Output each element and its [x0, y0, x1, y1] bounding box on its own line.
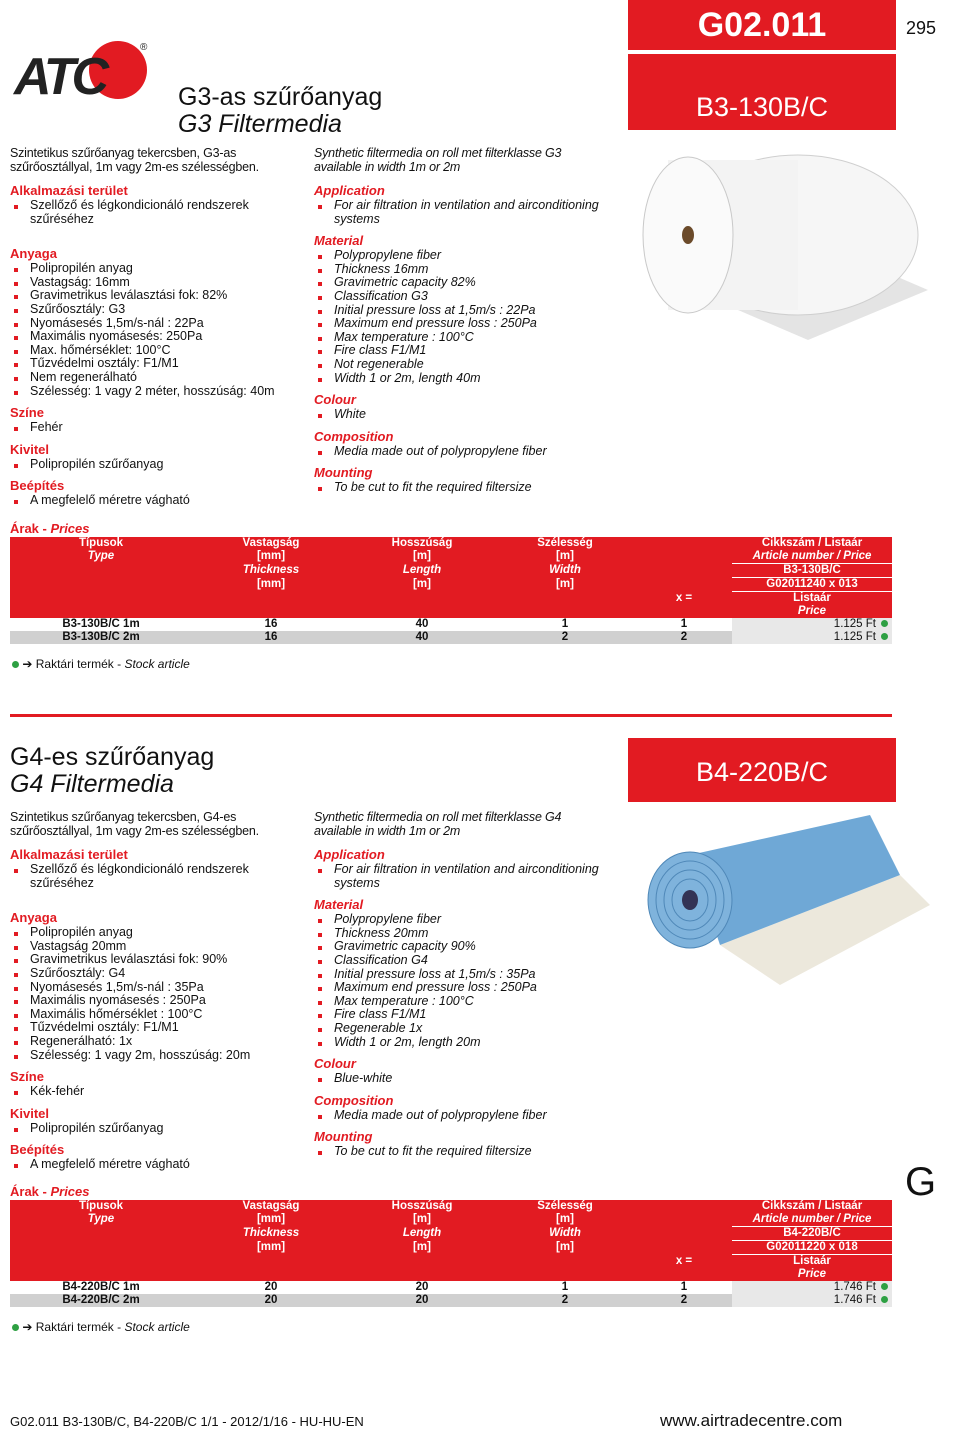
th-type-hu: Típusok	[10, 537, 192, 550]
cell-price	[732, 631, 892, 644]
th-art-hu: Cikkszám / Listaár	[636, 537, 892, 550]
list-kiv-en-2	[314, 1109, 614, 1123]
th-len-en: Length	[350, 1227, 494, 1241]
product-title-1	[178, 84, 382, 138]
model-code-2: B4-220B/C	[695, 757, 829, 787]
stock-en-2: Stock article	[124, 1320, 190, 1334]
list-item: For air filtration in ventilation and airconditioning systems	[314, 863, 614, 890]
th-price-en: Price	[732, 605, 892, 618]
arrow-right-icon: ➔	[22, 1320, 33, 1334]
list-kiv-hu-1	[10, 458, 310, 472]
th-price-en: Price	[732, 1268, 892, 1281]
list-item: Nem regenerálható	[10, 371, 310, 385]
list-kiv-hu-2	[10, 1122, 310, 1136]
list-item: Maximum end pressure loss : 250Pa	[314, 981, 614, 995]
list-app-en-1	[314, 199, 614, 226]
cell-len: 20	[350, 1294, 494, 1307]
stock-hu-2: Raktári termék -	[35, 1320, 125, 1334]
footer-website-link[interactable]: www.airtradecentre.com	[660, 1411, 843, 1430]
list-mount-hu-1	[10, 494, 310, 508]
th-len-unit: [m]	[350, 1213, 494, 1227]
cell-price	[732, 1281, 892, 1294]
cell-wid: 2	[494, 1294, 636, 1307]
list-item: Fire class F1/M1	[314, 344, 614, 358]
th-art-model: B4-220B/C	[732, 1227, 892, 1241]
th-wid-hu: Szélesség	[494, 537, 636, 550]
list-item: Polypropylene fiber	[314, 913, 614, 927]
page-number: 295	[906, 18, 937, 38]
th-len-unit2: [m]	[350, 578, 494, 592]
section-app-en-1: Application	[314, 183, 385, 198]
right-column-1	[314, 183, 614, 495]
model-code-1: B3-130B/C	[695, 92, 829, 122]
th-thick-en: Thickness	[192, 564, 350, 578]
th-wid-en: Width	[494, 1227, 636, 1241]
list-item: White	[314, 408, 614, 422]
list-item: Width 1 or 2m, length 40m	[314, 372, 614, 386]
cell-x: 2	[636, 1294, 732, 1307]
stock-en-1: Stock article	[124, 657, 190, 671]
list-item: Maximum end pressure loss : 250Pa	[314, 317, 614, 331]
list-item: Polipropilén szűrőanyag	[10, 1122, 310, 1136]
cell-wid: 1	[494, 618, 636, 631]
list-col-hu-2	[10, 1085, 310, 1099]
th-art-model: B3-130B/C	[732, 564, 892, 578]
list-item: Maximális nyomásesés : 250Pa	[10, 994, 310, 1008]
list-app-en-2	[314, 863, 614, 890]
stock-dot-icon	[881, 1283, 888, 1290]
list-kiv-en-1	[314, 445, 614, 459]
cell-thick: 20	[192, 1281, 350, 1294]
list-item: Vastagság 20mm	[10, 940, 310, 954]
list-item: Media made out of polypropylene fiber	[314, 445, 614, 459]
prices-label-en-1: Prices	[50, 521, 90, 536]
th-art-code: G02011240 x 013	[732, 578, 892, 592]
th-art-en: Article number / Price	[636, 1213, 892, 1227]
cell-len: 40	[350, 618, 494, 631]
section-kiv-hu-1: Kivitel	[10, 441, 50, 457]
section-kiv-en-2: Composition	[314, 1092, 394, 1108]
section-col-en-1: Colour	[314, 392, 356, 408]
list-item: Szűrőosztály: G4	[10, 967, 310, 981]
table-row	[10, 631, 892, 644]
list-item: Nyomásesés 1,5m/s-nál : 35Pa	[10, 981, 310, 995]
list-item: Max. hőmérséklet: 100°C	[10, 344, 310, 358]
list-item: Thickness 20mm	[314, 927, 614, 941]
list-mat-en-2	[314, 913, 614, 1049]
stock-dot-icon	[881, 620, 888, 627]
list-item: Kék-fehér	[10, 1085, 310, 1099]
list-app-hu-1	[10, 199, 310, 226]
list-item: A megfelelő méretre vágható	[10, 494, 310, 508]
th-art-en: Article number / Price	[636, 550, 892, 564]
footer-left: G02.011 B3-130B/C, B4-220B/C 1/1 - 2012/1/16 - HU-HU-EN	[10, 1414, 364, 1429]
list-item: Polipropilén anyag	[10, 926, 310, 940]
th-wid-en: Width	[494, 564, 636, 578]
stock-dot-icon	[12, 661, 19, 668]
list-item: Media made out of polypropylene fiber	[314, 1109, 614, 1123]
th-wid-unit2: [m]	[494, 578, 636, 592]
list-item: Fehér	[10, 421, 310, 435]
cell-thick: 20	[192, 1294, 350, 1307]
list-mat-hu-1	[10, 262, 310, 398]
list-item: Fire class F1/M1	[314, 1008, 614, 1022]
cell-type: B4-220B/C 1m	[10, 1281, 192, 1294]
arrow-right-icon: ➔	[22, 657, 33, 671]
list-item: Blue-white	[314, 1072, 614, 1086]
section-mat-hu-2: Anyaga	[10, 910, 57, 926]
section-app-hu-1: Alkalmazási terület	[10, 183, 128, 198]
th-len-en: Length	[350, 564, 494, 578]
right-column-2	[314, 847, 614, 1159]
cell-len: 20	[350, 1281, 494, 1294]
cell-wid: 2	[494, 631, 636, 644]
price-value: 1.125 Ft	[833, 631, 876, 643]
cell-x: 1	[636, 1281, 732, 1294]
section-col-hu-1: Színe	[10, 405, 44, 421]
list-item: Polipropilén szűrőanyag	[10, 458, 310, 472]
list-item: Vastagság: 16mm	[10, 276, 310, 290]
cell-thick: 16	[192, 631, 350, 644]
list-item: Initial pressure loss at 1,5m/s : 35Pa	[314, 968, 614, 982]
cell-x: 1	[636, 618, 732, 631]
th-len-unit2: [m]	[350, 1241, 494, 1255]
cell-thick: 16	[192, 618, 350, 631]
list-item: Gravimetric capacity 90%	[314, 940, 614, 954]
section-mount-hu-2: Beépítés	[10, 1142, 65, 1158]
th-wid-hu: Szélesség	[494, 1200, 636, 1213]
logo	[10, 36, 150, 106]
list-item: Thickness 16mm	[314, 263, 614, 277]
title-hu-2: G4-es szűrőanyag	[10, 743, 215, 771]
list-col-en-1	[314, 408, 614, 422]
section-mat-en-1: Material	[314, 233, 364, 249]
list-app-hu-2	[10, 863, 310, 890]
list-item: Regenerable 1x	[314, 1022, 614, 1036]
list-col-hu-1	[10, 421, 310, 435]
prices-label-hu-1: Árak -	[10, 521, 51, 536]
product-image-2	[630, 815, 930, 1005]
th-thick-hu: Vastagság	[192, 537, 350, 550]
prices-label-hu-2: Árak -	[10, 1184, 51, 1199]
table-row	[10, 1294, 892, 1307]
list-mat-en-1	[314, 249, 614, 385]
section-mat-en-2: Material	[314, 897, 364, 913]
section-col-hu-2: Színe	[10, 1069, 44, 1085]
title-en-2: G4 Filtermedia	[10, 770, 174, 798]
intro-en-1: Synthetic filtermedia on roll met filterklasse G3 available in width 1m or 2m	[314, 146, 562, 174]
th-thick-en: Thickness	[192, 1227, 350, 1241]
th-art-hu: Cikkszám / Listaár	[636, 1200, 892, 1213]
product-title-2	[10, 744, 214, 798]
th-wid-unit: [m]	[494, 550, 636, 564]
list-item: Maximális nyomásesés: 250Pa	[10, 330, 310, 344]
section-mount-en-2: Mounting	[314, 1129, 373, 1145]
list-item: Maximális hőmérséklet : 100°C	[10, 1008, 310, 1022]
list-mat-hu-2	[10, 926, 310, 1062]
intro-hu-2: Szintetikus szűrőanyag tekercsben, G4-es szűrőosztállyal, 1m vagy 2m-es szélességben.	[10, 810, 259, 838]
th-x-eq: x =	[636, 592, 732, 606]
title-en-1: G3 Filtermedia	[178, 110, 342, 138]
list-item: To be cut to fit the required filtersize	[314, 481, 614, 495]
cell-wid: 1	[494, 1281, 636, 1294]
cell-price	[732, 1294, 892, 1307]
stock-dot-icon	[881, 1296, 888, 1303]
list-item: For air filtration in ventilation and airconditioning systems	[314, 199, 614, 226]
th-thick-hu: Vastagság	[192, 1200, 350, 1213]
th-price-hu: Listaár	[732, 1255, 892, 1269]
th-len-unit: [m]	[350, 550, 494, 564]
price-table-1	[10, 537, 892, 644]
prices-label-en-2: Prices	[50, 1184, 90, 1199]
th-wid-unit: [m]	[494, 1213, 636, 1227]
list-item: Gravimetrikus leválasztási fok: 82%	[10, 289, 310, 303]
th-type-en: Type	[10, 550, 192, 564]
left-column-2	[10, 847, 310, 1172]
th-len-hu: Hosszúság	[350, 537, 494, 550]
svg-text:®: ®	[140, 42, 148, 53]
table-row	[10, 1281, 892, 1294]
list-item: Gravimetric capacity 82%	[314, 276, 614, 290]
list-item: Classification G4	[314, 954, 614, 968]
prices-label-1	[10, 521, 90, 536]
section-kiv-hu-2: Kivitel	[10, 1105, 50, 1121]
white-filter-roll-icon	[628, 140, 928, 340]
list-item: To be cut to fit the required filtersize	[314, 1145, 614, 1159]
stock-legend-1	[12, 657, 190, 671]
section-app-en-2: Application	[314, 847, 385, 862]
list-item: Tűzvédelmi osztály: F1/M1	[10, 357, 310, 371]
th-thick-unit2: [mm]	[192, 1241, 350, 1255]
th-x-eq: x =	[636, 1255, 732, 1269]
cell-type: B4-220B/C 2m	[10, 1294, 192, 1307]
list-mount-en-2	[314, 1145, 614, 1159]
list-item: Max temperature : 100°C	[314, 995, 614, 1009]
th-len-hu: Hosszúság	[350, 1200, 494, 1213]
table-row	[10, 618, 892, 631]
list-col-en-2	[314, 1072, 614, 1086]
model-box-1	[628, 54, 896, 130]
price-value: 1.125 Ft	[833, 618, 876, 630]
list-item: A megfelelő méretre vágható	[10, 1158, 310, 1172]
list-item: Initial pressure loss at 1,5m/s : 22Pa	[314, 304, 614, 318]
stock-legend-2	[12, 1320, 190, 1334]
price-value: 1.746 Ft	[833, 1281, 876, 1293]
cell-type: B3-130B/C 2m	[10, 631, 192, 644]
left-column-1	[10, 183, 310, 508]
price-value: 1.746 Ft	[833, 1294, 876, 1306]
list-item: Polipropilén anyag	[10, 262, 310, 276]
atc-logo-icon	[10, 36, 150, 106]
th-thick-unit2: [mm]	[192, 578, 350, 592]
th-price-hu: Listaár	[732, 592, 892, 606]
stock-hu-1: Raktári termék -	[35, 657, 125, 671]
product-image-1	[628, 140, 928, 340]
model-box-2	[628, 738, 896, 802]
th-type-hu: Típusok	[10, 1200, 192, 1213]
list-item: Szűrőosztály: G3	[10, 303, 310, 317]
cell-x: 2	[636, 631, 732, 644]
section-mount-en-1: Mounting	[314, 465, 373, 481]
list-item: Szellőző és légkondicionáló rendszerek szűréséhez	[10, 199, 310, 226]
list-item: Classification G3	[314, 290, 614, 304]
list-item: Tűzvédelmi osztály: F1/M1	[10, 1021, 310, 1035]
list-item: Nyomásesés 1,5m/s-nál : 22Pa	[10, 317, 310, 331]
header-code: G02.011	[697, 6, 827, 44]
section-col-en-2: Colour	[314, 1056, 356, 1072]
list-item: Szélesség: 1 vagy 2 méter, hosszúság: 40m	[10, 385, 310, 399]
section-kiv-en-1: Composition	[314, 428, 394, 444]
title-hu-1: G3-as szűrőanyag	[178, 83, 383, 111]
intro-en-2: Synthetic filtermedia on roll met filterklasse G4 available in width 1m or 2m	[314, 810, 562, 838]
list-item: Max temperature : 100°C	[314, 331, 614, 345]
header-code-box	[628, 0, 896, 50]
price-table-2	[10, 1200, 892, 1307]
list-item: Gravimetrikus leválasztási fok: 90%	[10, 953, 310, 967]
intro-hu-1: Szintetikus szűrőanyag tekercsben, G3-as szűrőosztállyal, 1m vagy 2m-es szélességben.	[10, 146, 259, 174]
list-item: Not regenerable	[314, 358, 614, 372]
list-mount-hu-2	[10, 1158, 310, 1172]
th-thick-unit: [mm]	[192, 550, 350, 564]
cell-price	[732, 618, 892, 631]
th-wid-unit2: [m]	[494, 1241, 636, 1255]
list-item: Szellőző és légkondicionáló rendszerek szűréséhez	[10, 863, 310, 890]
section-app-hu-2: Alkalmazási terület	[10, 847, 128, 862]
th-type-en: Type	[10, 1213, 192, 1227]
side-letter: G	[905, 1160, 937, 1204]
section-mount-hu-1: Beépítés	[10, 478, 65, 494]
blue-filter-roll-icon	[630, 815, 930, 1005]
list-item: Szélesség: 1 vagy 2m, hosszúság: 20m	[10, 1049, 310, 1063]
th-art-code: G02011220 x 018	[732, 1241, 892, 1255]
stock-dot-icon	[12, 1324, 19, 1331]
cell-len: 40	[350, 631, 494, 644]
list-item: Width 1 or 2m, length 20m	[314, 1036, 614, 1050]
prices-label-2	[10, 1184, 90, 1199]
cell-type: B3-130B/C 1m	[10, 618, 192, 631]
stock-dot-icon	[881, 633, 888, 640]
list-mount-en-1	[314, 481, 614, 495]
section-mat-hu-1: Anyaga	[10, 246, 57, 262]
section-divider	[10, 714, 892, 717]
list-item: Regenerálható: 1x	[10, 1035, 310, 1049]
th-thick-unit: [mm]	[192, 1213, 350, 1227]
list-item: Polypropylene fiber	[314, 249, 614, 263]
svg-text:ATC: ATC	[14, 48, 106, 106]
